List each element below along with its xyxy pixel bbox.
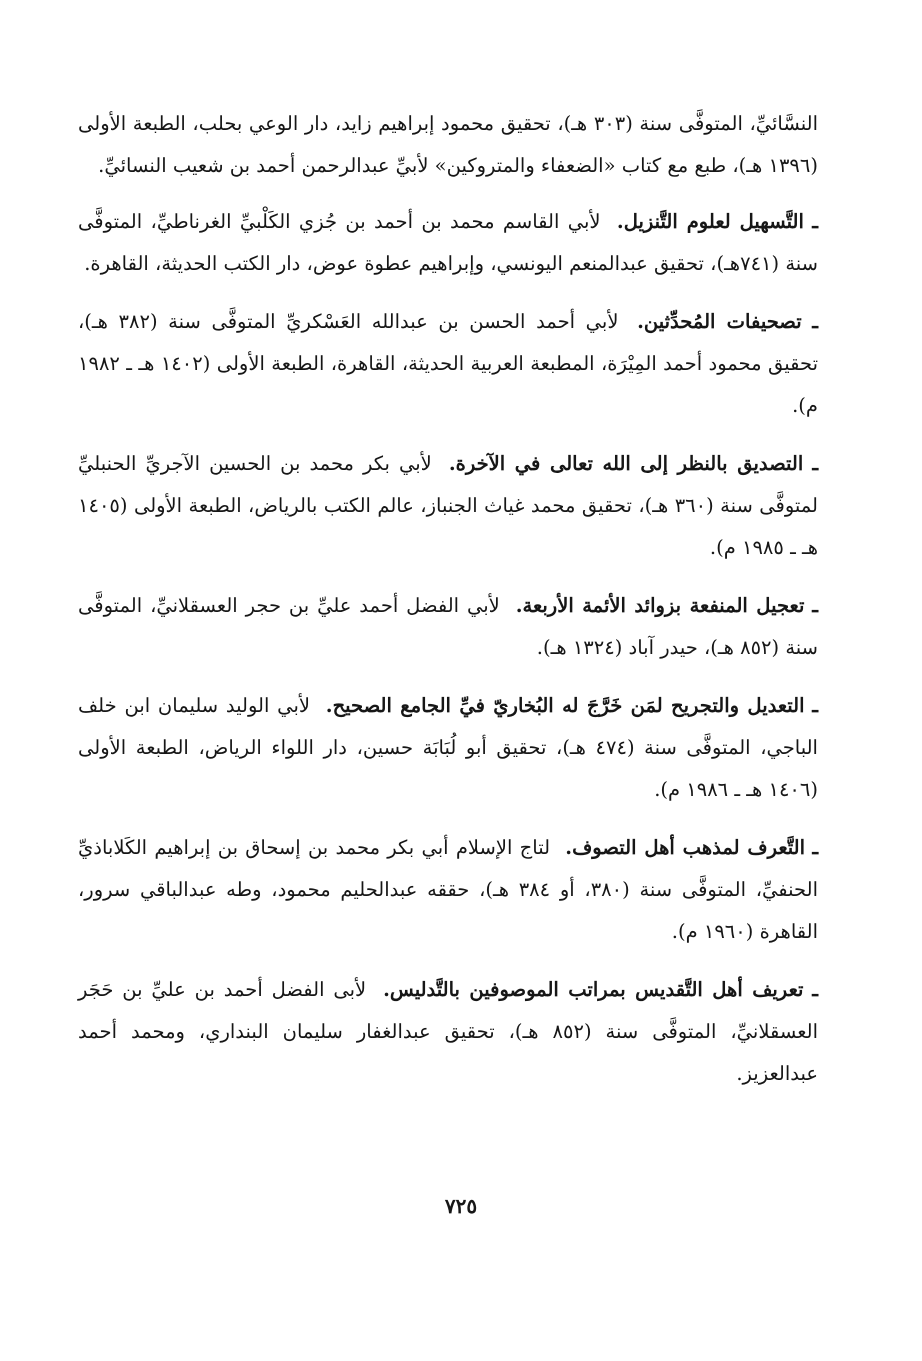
entry-title: التَّعرف لمذهب أهل التصوف. <box>565 836 806 859</box>
bibliography-entry <box>78 827 818 953</box>
entry-details: لتاج الإسلام أبي بكر محمد بن إسحاق بن إبراهيم الكَلاباذيِّ الحنفيِّ، المتوفَّى سنة (٣٨٠، أو ٣٨٤ هـ)، حققه عبدالحليم محمود، وطه عبدالباقي سرور، القاهرة (١٩٦٠ م). <box>78 836 818 943</box>
entry-dash: ـ <box>812 210 819 233</box>
entry-details: لأبى الفضل أحمد بن عليِّ بن حَجَر العسقلانيِّ، المتوفَّى سنة (٨٥٢ هـ)، تحقيق عبدالغفار سليمان البنداري، ومحمد أحمد عبدالعزيز. <box>78 978 818 1085</box>
entry-title: التَّسهيل لعلوم التَّنزيل. <box>616 210 804 233</box>
entry-title: التعديل والتجريح لمَن خَرَّجَ له البُخاريّ فيِّ الجامع الصحيح. <box>325 694 805 717</box>
entry-title: تصحيفات المُحدِّثين. <box>637 310 802 333</box>
entry-title: تعجيل المنفعة بزوائد الأئمة الأربعة. <box>515 594 805 617</box>
entry-dash: ـ <box>812 694 819 717</box>
entry-details: لأبي أحمد الحسن بن عبدالله العَسْكريِّ المتوفَّى سنة (٣٨٢ هـ)، تحقيق محمود أحمد المِيْرَة، المطبعة العربية الحديثة، القاهرة، الطبعة الأولى (١٤٠٢ هـ ـ ١٩٨٢ م). <box>78 310 819 417</box>
continuation-paragraph: النسَّائيِّ، المتوفَّى سنة (٣٠٣ هـ)، تحقيق محمود إبراهيم زايد، دار الوعي بحلب، الطبعة الأولى (١٣٩٦ هـ)، طبع مع كتاب «الضعفاء والمتروكين» لأبيِّ عبدالرحمن أحمد بن شعيب النسائيِّ. <box>78 112 818 177</box>
entry-title: التصديق بالنظر إلى الله تعالى في الآخرة. <box>448 452 804 475</box>
bibliography-entry <box>78 301 818 427</box>
entry-dash: ـ <box>812 978 818 1001</box>
bibliography-entry <box>78 685 818 811</box>
entry-details: لأبي القاسم محمد بن أحمد بن جُزي الكَلْبيِّ الغرناطيِّ، المتوفَّى سنة (٧٤١هـ)، تحقيق عبدالمنعم اليونسي، وإبراهيم عطوة عوض، دار الكتب الحديثة، القاهرة. <box>78 210 818 275</box>
entry-dash: ـ <box>812 836 819 859</box>
entry-dash: ـ <box>812 452 819 475</box>
entry-dash: ـ <box>812 594 819 617</box>
page-body <box>78 103 818 1111</box>
bibliography-entry <box>78 201 818 285</box>
bibliography-entry <box>78 585 818 669</box>
bibliography-entry <box>78 443 818 569</box>
bibliography-entry <box>78 969 818 1095</box>
entry-details: لأبي الفضل أحمد عليِّ بن حجر العسقلانيِّ، المتوفَّى سنة (٨٥٢ هـ)، حيدر آباد (١٣٢٤ هـ). <box>78 594 818 659</box>
entry-dash: ـ <box>812 310 818 333</box>
entry-details: لأبي الوليد سليمان ابن خلف الباجي، المتوفَّى سنة (٤٧٤ هـ)، تحقيق أبو لُبَابَة حسين، دار اللواء الرياض، الطبعة الأولى (١٤٠٦ هـ ـ ١٩٨٦ م). <box>78 694 818 801</box>
entry-title: تعريف أهل التَّقديس بمراتب الموصوفين بالتَّدليس. <box>383 978 804 1001</box>
entry-details: لأبي بكر محمد بن الحسين الآجريِّ الحنبليِّ لمتوفَّى سنة (٣٦٠ هـ)، تحقيق محمد غياث الجنباز، عالم الكتب بالرياض، الطبعة الأولى (١٤٠٥ هـ ـ ١٩٨٥ م). <box>78 452 819 559</box>
page-number: ٧٢٥ <box>444 1194 478 1218</box>
